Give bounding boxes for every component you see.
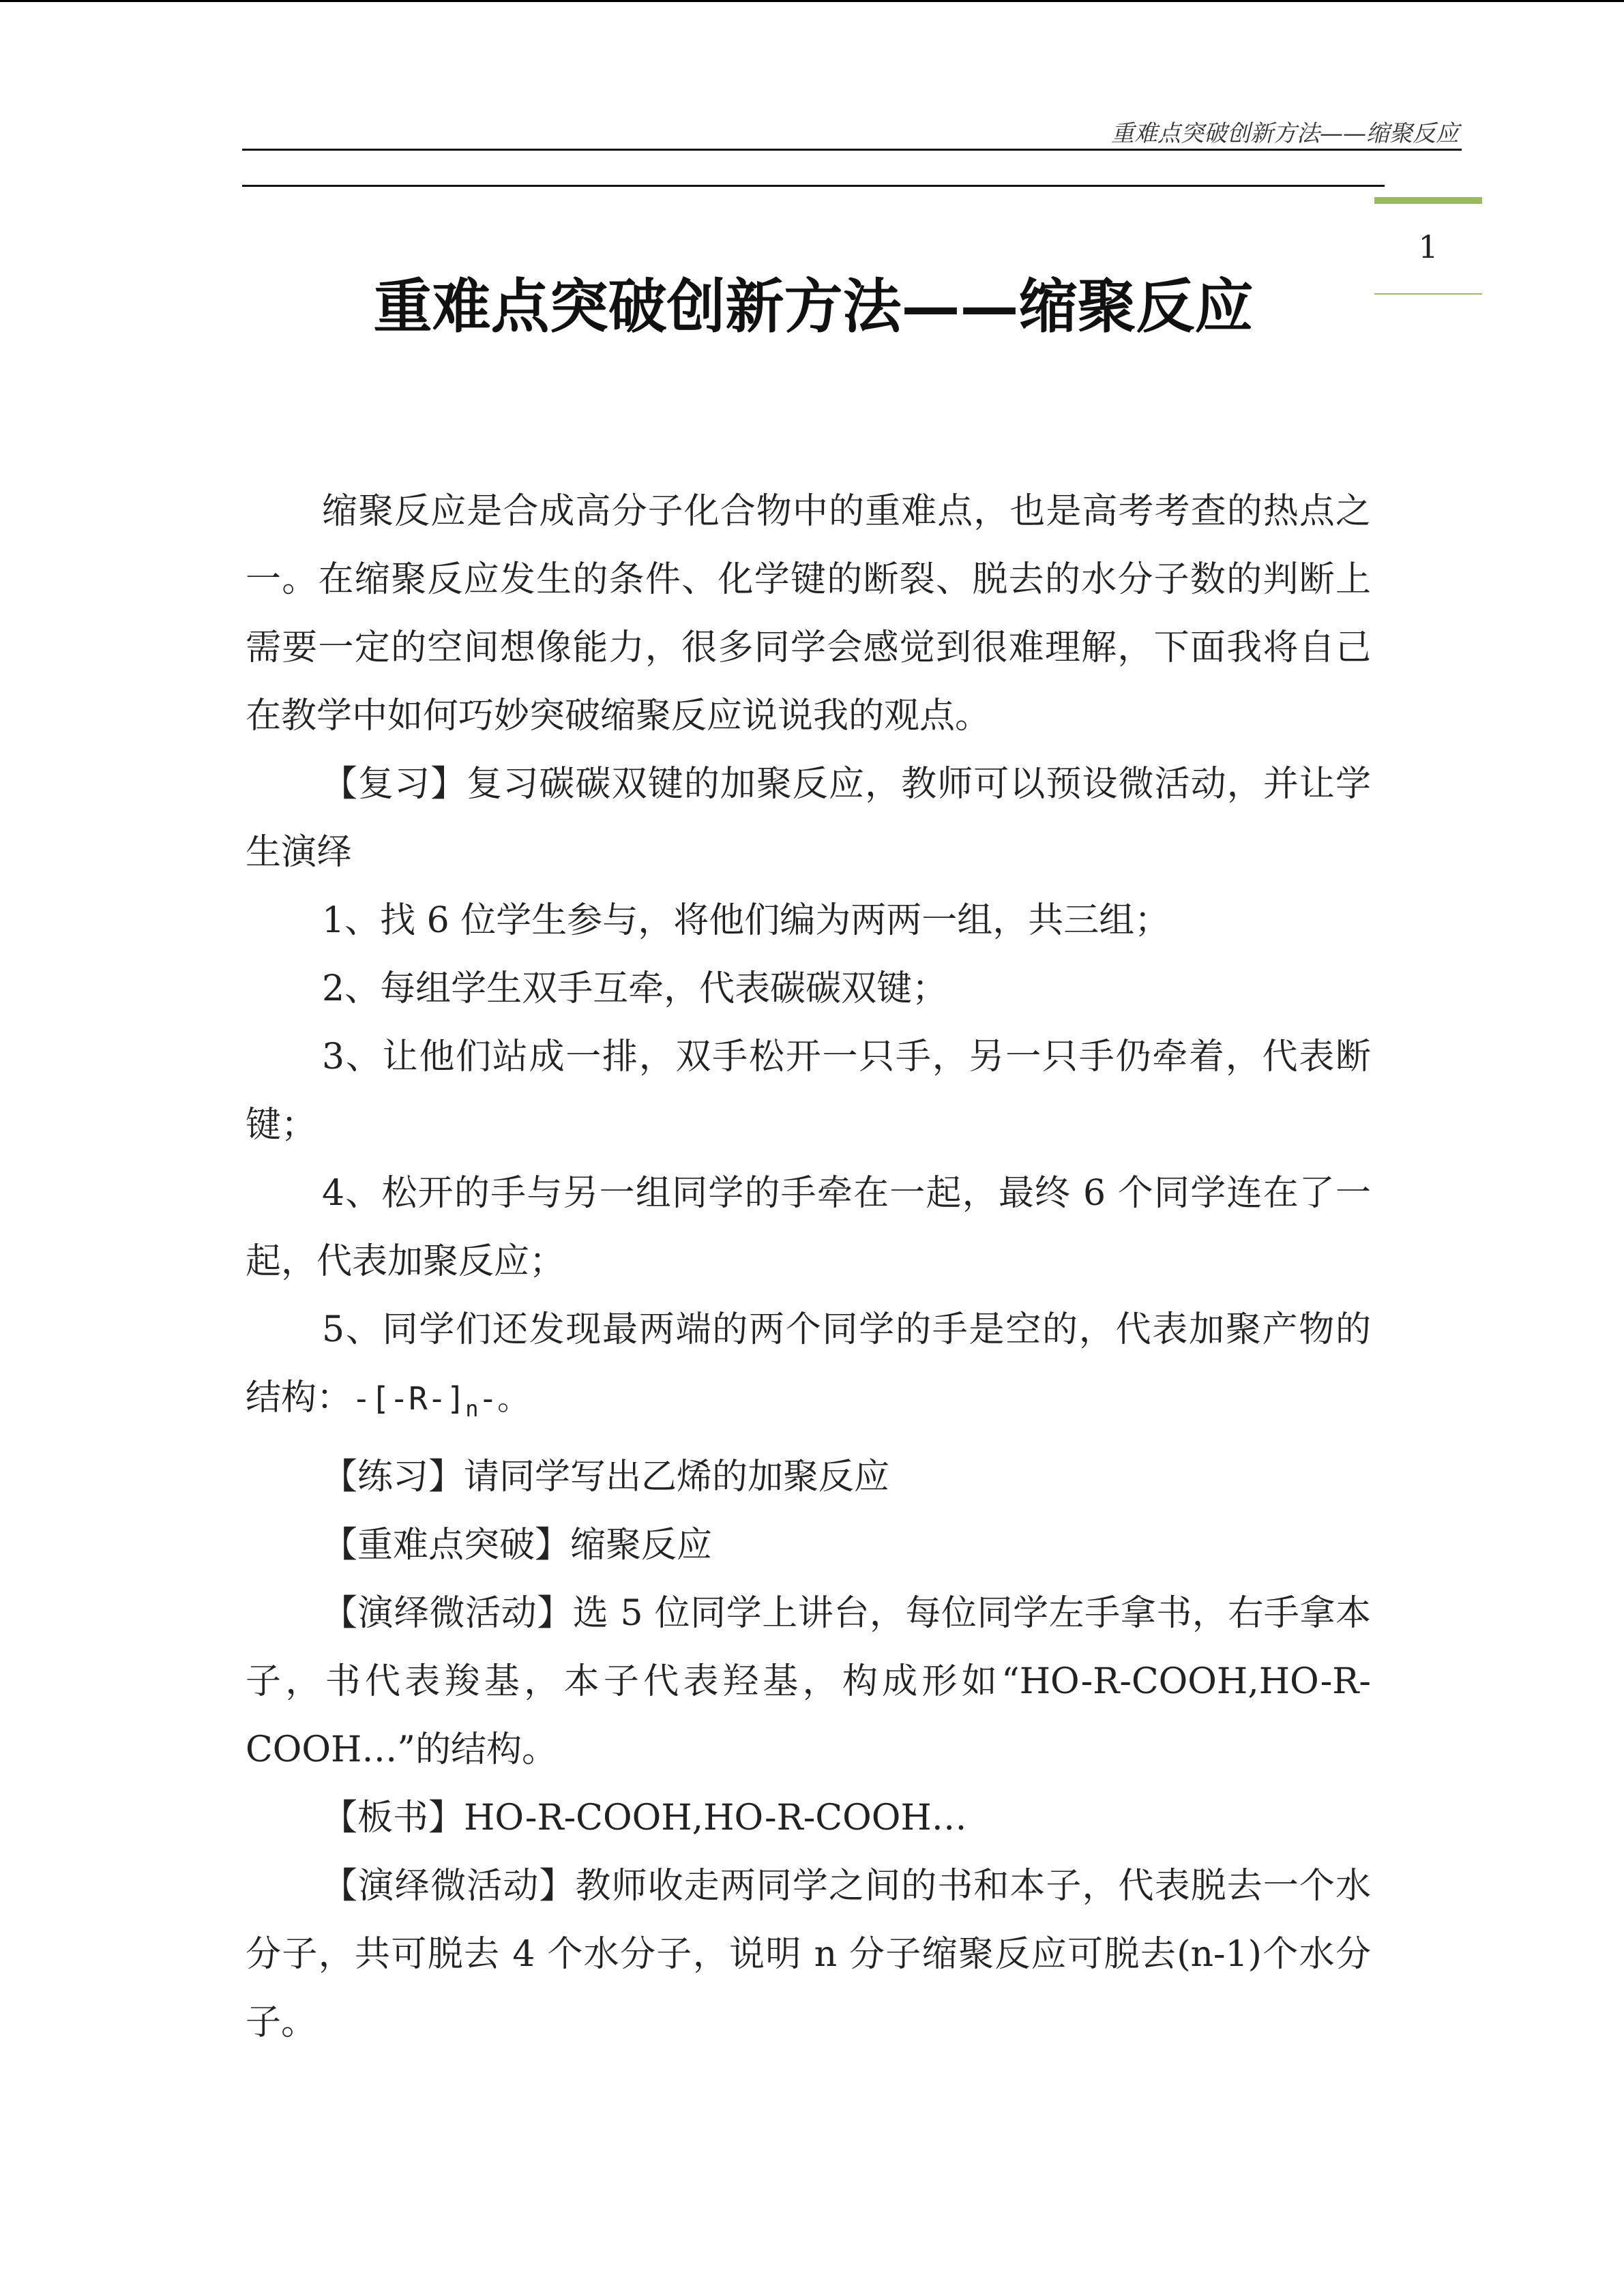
paragraph-step-2: 2、每组学生双手互牵，代表碳碳双键； bbox=[322, 968, 948, 1009]
polymer-formula-main: -[-R-] bbox=[352, 1380, 466, 1417]
polymer-formula-tail: -。 bbox=[478, 1380, 529, 1417]
page-number-accent-bar bbox=[1374, 197, 1482, 204]
paragraph-step-5 bbox=[246, 1296, 1371, 1443]
header-rule-bottom bbox=[242, 185, 1385, 187]
page-top-border bbox=[0, 0, 1624, 2]
page-number: 1 bbox=[1418, 228, 1438, 265]
paragraph-step-3: 3、让他们站成一排，双手松开一只手，另一只手仍牵着，代表断键； bbox=[246, 1037, 1371, 1146]
page-number-rule bbox=[1374, 293, 1482, 295]
document-title: 重难点突破创新方法——缩聚反应 bbox=[373, 272, 1254, 341]
paragraph-exercise: 【练习】请同学写出乙烯的加聚反应 bbox=[322, 1457, 890, 1498]
polymer-formula bbox=[352, 1380, 529, 1422]
header-rule-top bbox=[242, 149, 1462, 151]
paragraph-step-4: 4、松开的手与另一组同学的手牵在一起，最终 6 个同学连在了一起，代表加聚反应； bbox=[246, 1173, 1371, 1282]
running-header: 重难点突破创新方法——缩聚反应 bbox=[1111, 120, 1459, 147]
paragraph-activity-1: 【演绎微活动】选 5 位同学上讲台，每位同学左手拿书，右手拿本子，书代表羧基，本子代表羟基，构成形如“HO-R-COOH,HO-R-COOH…”的结构。 bbox=[246, 1593, 1371, 1771]
paragraph-activity-2: 【演绎微活动】教师收走两同学之间的书和本子，代表脱去一个水分子，共可脱去 4 个水分子，说明 n 分子缩聚反应可脱去(n-1)个水分子。 bbox=[246, 1866, 1371, 2044]
paragraph-step-1: 1、找 6 位学生参与，将他们编为两两一组，共三组； bbox=[322, 900, 1170, 941]
paragraph-key-point: 【重难点突破】缩聚反应 bbox=[322, 1525, 713, 1566]
paragraph-board: 【板书】HO-R-COOH,HO-R-COOH… bbox=[322, 1798, 967, 1839]
step-5-text: 5、同学们还发现最两端的两个同学的手是空的，代表加聚产物的结构： bbox=[246, 1309, 1371, 1418]
paragraph-review: 【复习】复习碳碳双键的加聚反应，教师可以预设微活动，并让学生演绎 bbox=[246, 764, 1371, 873]
polymer-formula-subscript: n bbox=[465, 1396, 479, 1422]
paragraph-intro: 缩聚反应是合成高分子化合物中的重难点，也是高考考查的热点之一。在缩聚反应发生的条件、化学键的断裂、脱去的水分子数的判断上需要一定的空间想像能力，很多同学会感觉到很难理解，下面我将自己在教学中如何巧妙突破缩聚反应说说我的观点。 bbox=[246, 491, 1371, 736]
document-body bbox=[246, 477, 1371, 2057]
